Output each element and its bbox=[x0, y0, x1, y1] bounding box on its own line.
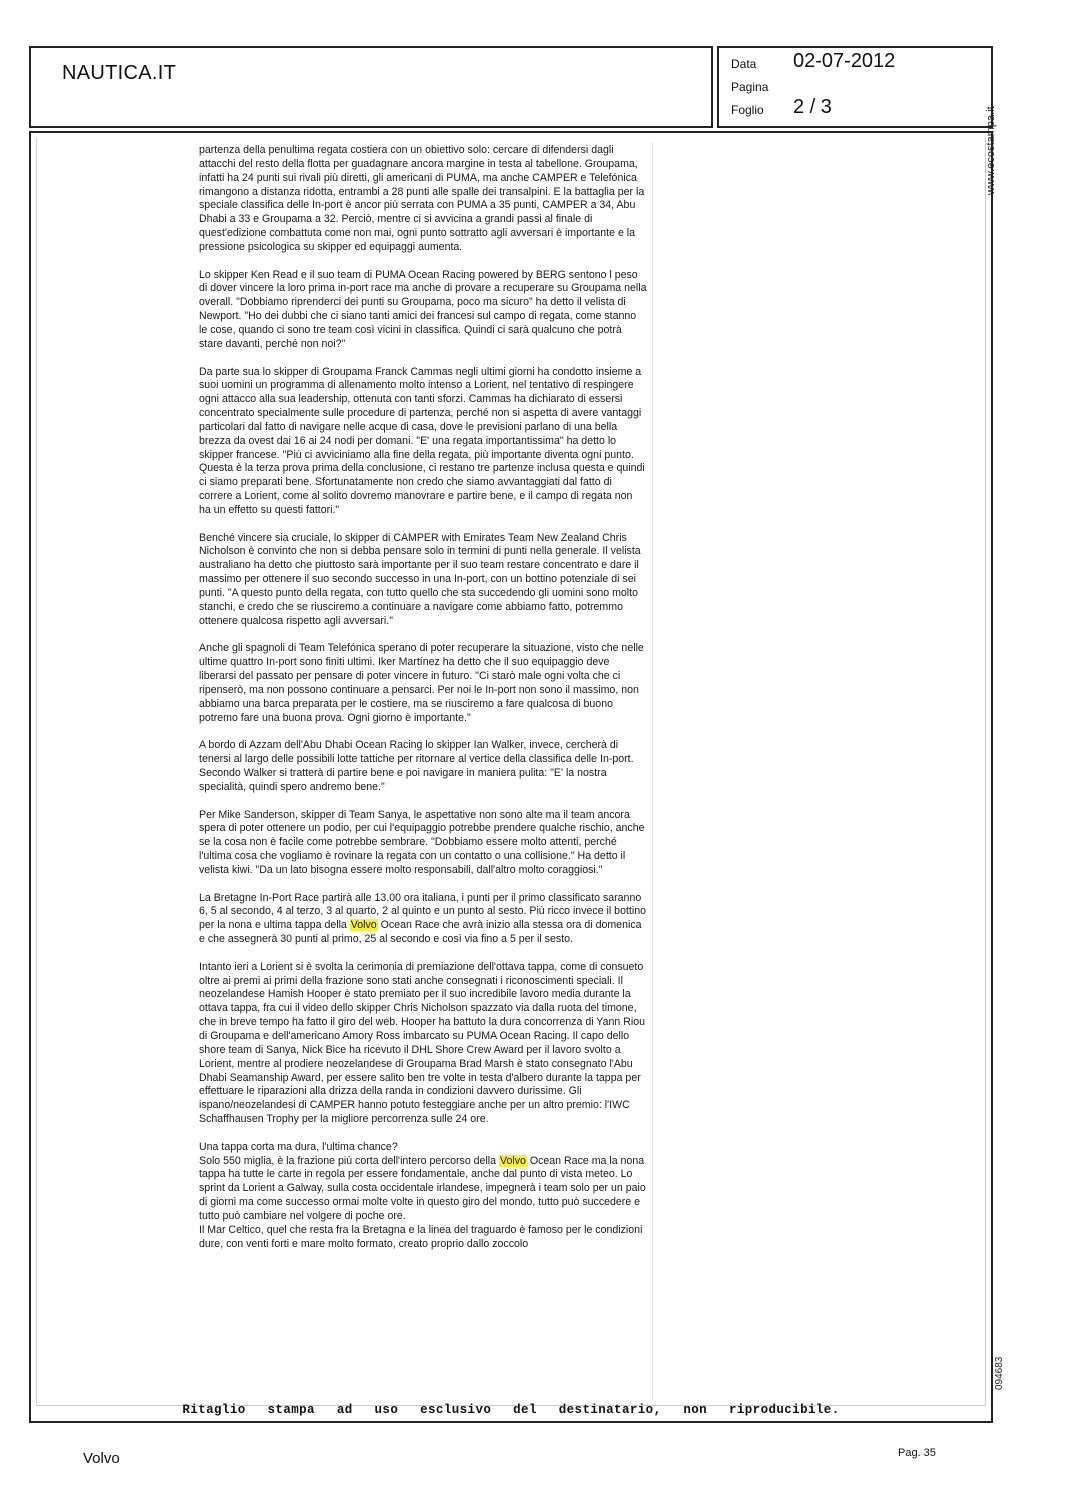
article-paragraph bbox=[199, 1224, 647, 1252]
paragraph-text: Benché vincere sia cruciale, lo skipper di CAMPER with Emirates Team New Zealand Chris Nicholson è convinto che non si debba pensare solo in termini di punti nella generale. Il velista australiano ha detto che piuttosto sarà importante per il suo team restare concentrato e dare il massimo per ottenere il suo secondo successo in una In-port, con un bottino potenziale di sei punti. "A questo punto della regata, con tutto quello che sta succedendo gli uomini sono molto stanchi, e credo che se riusciremo a continuare a navigare come abbiamo fatto, potremmo ottenere qualcosa rispetto agli avversari." bbox=[199, 531, 641, 627]
paragraph-text: Una tappa corta ma dura, l'ultima chance? bbox=[199, 1140, 398, 1153]
meta-value-date: 02-07-2012 bbox=[793, 50, 896, 72]
paragraph-text: Il Mar Celtico, quel che resta fra la Bretagna e la linea del traguardo è famoso per le condizioni dure, con venti forti e mare molto formato, creato proprio dallo zoccolo bbox=[199, 1223, 643, 1250]
footer-page-number: Pag. 35 bbox=[898, 1447, 936, 1459]
keyword-highlight: Volvo bbox=[350, 919, 377, 932]
paragraph-text: partenza della penultima regata costiera con un obiettivo solo: cercare di difendersi dagli attacchi del resto della flotta per guadagnare ancora margine in testa al tabellone. Groupama, infatti ha 24 punti sui rivali più diretti, gli americani di PUMA, ma anche CAMPER e Telefónica rimangono a distanza ridotta, entrambi a 28 punti alle spalle dei transalpini. E la battaglia per la speciale classifica delle In-port è ancor più serrata con PUMA a 35 punti, CAMPER a 34, Abu Dhabi a 33 e Groupama a 32. Perciò, mentre ci si avvicina a grandi passi al finale di quest'edizione combattuta come non mai, ogni punto sottratto agli avversari è importante e la pressione psicologica su skipper ed equipaggi aumenta. bbox=[199, 144, 645, 253]
article-paragraph bbox=[199, 1155, 647, 1224]
footer-keyword: Volvo bbox=[83, 1450, 120, 1467]
meta-value-sheet: 2 / 3 bbox=[793, 96, 832, 118]
article-body bbox=[199, 144, 647, 1252]
paragraph-text: Solo 550 miglia, è la frazione più corta dell'intero percorso della bbox=[199, 1154, 499, 1167]
paragraph-text: Ocean Race che avrà inizio alla stessa ora di domenica e che assegnerà 30 punti al primo, 25 al secondo e così via fino a 5 per il sesto. bbox=[199, 919, 642, 946]
article-paragraph bbox=[199, 739, 647, 794]
article-paragraph bbox=[199, 1141, 647, 1155]
meta-label-sheet: Foglio bbox=[731, 103, 764, 117]
clip-meta-box bbox=[717, 46, 993, 128]
paragraph-text: A bordo di Azzam dell'Abu Dhabi Ocean Racing lo skipper Ian Walker, invece, cercherà di tenersi al largo delle possibili lotte tattiche per ritornare al vertice della classifica delle In-port. Secondo Walker si tratterà di partire bene e poi navigare in maniera pulita: "E' la nostra specialità, quindi spero andremo bene." bbox=[199, 739, 634, 793]
paragraph-text: Intanto ieri a Lorient si è svolta la cerimonia di premiazione dell'ottava tappa, come di consueto oltre ai premi ai primi della frazione sono stati anche consegnati i riconoscimenti speciali. Il neozelandese Hamish Hooper è stato premiato per il suo incredibile lavoro media durante la ottava tappa, fra cui il video dello skipper Chris Nicholson spazzato via dalla ruota del timone, che in breve tempo ha fatto il giro del web. Hooper ha battuto la dura concorrenza di Yann Riou di Groupama e dell'americano Amory Ross imbarcato su PUMA Ocean Racing. Il capo dello shore team di Sanya, Nick Bice ha ricevuto il DHL Shore Crew Award per il lavoro svolto a Lorient, mentre al prodiere neozelandese di Groupama Brad Marsh è stato consegnato l'Abu Dhabi Seamanship Award, per essere salito ben tre volte in testa d'albero durante la tappa per effettuare le riparazioni alla drizza della randa in condizioni davvero durissime. Gli ispano/neozelandesi di CAMPER hanno potuto festeggiare anche per un altro premio: l'IWC Schaffhausen Trophy per la migliore percorrenza sulle 24 ore. bbox=[199, 960, 645, 1126]
article-paragraph bbox=[199, 532, 647, 629]
side-clip-code: 094683 bbox=[994, 1356, 1005, 1390]
meta-label-page: Pagina bbox=[731, 80, 769, 94]
publication-name: NAUTICA.IT bbox=[62, 62, 177, 84]
clipping-scan-area bbox=[36, 138, 986, 1406]
meta-label-date: Data bbox=[731, 57, 757, 71]
press-clipping bbox=[29, 131, 993, 1423]
article-paragraph bbox=[199, 269, 647, 352]
paragraph-text: Lo skipper Ken Read e il suo team di PUMA Ocean Racing powered by BERG sentono l peso di dover vincere la loro prima in-port race ma anche di provare a recuperare su Groupama nella overall. "Dobbiamo riprenderci dei punti su Groupama, poco ma sicuro" ha detto il velista di Newport. "Ho dei dubbi che ci siano tanti amici dei francesi sul campo di regata, come stanno le cose, quando ci sono tre team così vicini in classifica. Quindi ci sarà qualcuno che potrà stare davanti, perché non noi?" bbox=[199, 268, 647, 350]
article-paragraph bbox=[199, 892, 647, 947]
article-paragraph bbox=[199, 144, 647, 255]
article-paragraph bbox=[199, 642, 647, 725]
clip-usage-notice: Ritaglio stampa ad uso esclusivo del destinatario, non riproducibile. bbox=[182, 1403, 840, 1417]
keyword-highlight: Volvo bbox=[500, 1154, 526, 1167]
paragraph-text: Ocean Race ma la nona tappa ha tutte le carte in regola per essere fondamentale, anche dal punto di vista meteo. Lo sprint da Lorient a Galway, sulla costa occidentale irlandese, impegnerà i team solo per un paio di giorni ma come successo ormai molte volte in questo giro del mondo, tutto può succedere e tutto può cambiare nel volgere di poche ore. bbox=[199, 1154, 646, 1222]
paragraph-text: La Bretagne In-Port Race partirà alle 13.00 ora italiana, i punti per il primo classificato saranno 6, 5 al secondo, 4 al terzo, 3 al quarto, 2 al quinto e un punto al sesto. Più ricco invece il bottino per la nona e ultima tappa della bbox=[199, 891, 646, 932]
side-website-label: www.ecostampa.it bbox=[985, 106, 997, 195]
paragraph-text: Per Mike Sanderson, skipper di Team Sanya, le aspettative non sono alte ma il team ancora spera di poter ottenere un podio, per cui l'equipaggio potrebbe prendere qualche rischio, anche se la cosa non è facile come potrebbe sembrare. "Dobbiamo essere molto attenti, perché l'ultima cosa che vogliamo è rovinare la regata con un contatto o una collisione." Ha detto il velista kiwi. "Da un lato bisogna essere molto responsabili, dall'altro molto coraggiosi." bbox=[199, 808, 645, 876]
paragraph-text: Anche gli spagnoli di Team Telefónica sperano di poter recuperare la situazione, visto che nelle ultime quattro In-port sono finiti ultimi. Iker Martínez ha detto che il suo equipaggio deve liberarsi del passato per pensare di poter vincere in futuro. "Ci starò male ogni volta che ci ripenserò, ma non possono continuare a pensarci. Per noi le In-port non sono il massimo, non abbiamo una barca preparata per le costiere, ma se riusciremo a fare qualcosa di buono potremo fare una buona prova. Ogni giorno è importante." bbox=[199, 642, 644, 724]
article-paragraph bbox=[199, 366, 647, 518]
article-paragraph bbox=[199, 809, 647, 878]
publication-header-box bbox=[29, 46, 713, 128]
paragraph-text: Da parte sua lo skipper di Groupama Franck Cammas negli ultimi giorni ha condotto insieme a suoi uomini un programma di allenamento molto intenso a Lorient, nel tentativo di respingere ogni attacco alla sua leadership, ottenuta con tanti sforzi. Cammas ha dichiarato di essersi concentrato specialmente sulle procedure di partenza, perché non si aspetta di avere vantaggi particolari dal fatto di navigare nelle acque di casa, dove le previsioni parlano di una bella brezza da ovest dai 16 ai 24 nodi per domani. "E' una regata importantissima" ha detto lo skipper francese. "Più ci avviciniamo alla fine della regata, più importante diventa ogni punto. Questa è la terza prova prima della conclusione, ci restano tre partenze inclusa questa e quindi ci siamo preparati bene. Sfortunatamente non credo che siamo avvantaggiati dal fatto di correre a Lorient, come al solito dovremo manovrare e partire bene, e il campo di regata non ha un effetto su questi fattori." bbox=[199, 365, 645, 516]
article-paragraph bbox=[199, 961, 647, 1127]
